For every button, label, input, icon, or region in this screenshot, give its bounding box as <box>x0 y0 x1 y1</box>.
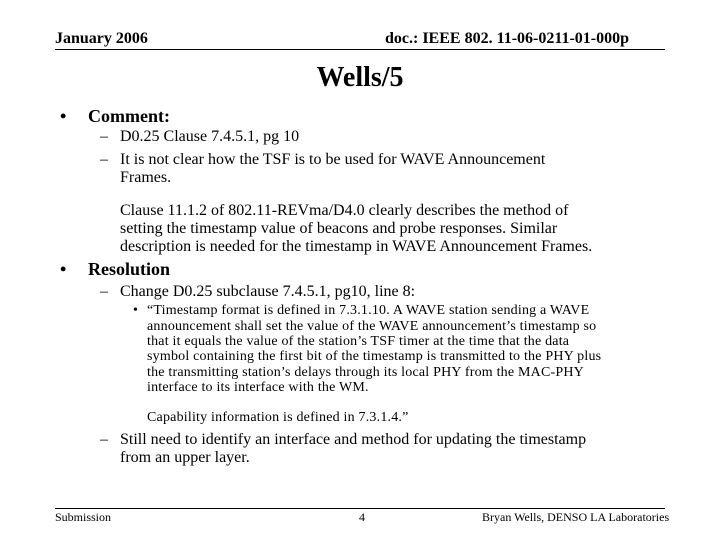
footer-submission: Submission <box>55 510 112 524</box>
resolution-item1-dash: – <box>100 283 108 300</box>
quote-bullet: • <box>133 303 139 318</box>
footer-rule <box>55 508 665 509</box>
comment-bullet: • <box>60 106 67 126</box>
quote-line: symbol containing the first bit of the timestamp is transmitted to the PHY plus <box>147 349 602 364</box>
resolution-bullet: • <box>60 259 67 279</box>
comment-para-line1: Clause 11.1.2 of 802.11-REVma/D4.0 clearly describes the method of <box>120 202 569 219</box>
quote-line: that it equals the value of the station’s TSF timer at the time that the data <box>147 334 570 349</box>
header-doc-id: doc.: IEEE 802. 11-06-0211-01-000p <box>385 30 630 47</box>
header-date: January 2006 <box>55 30 148 47</box>
resolution-item1: Change D0.25 subclause 7.4.5.1, pg10, line 8: <box>120 283 416 300</box>
resolution-item2-line1: Still need to identify an interface and method for updating the timestamp <box>120 431 587 448</box>
comment-heading: Comment: <box>88 106 170 126</box>
comment-item2-line2: Frames. <box>120 169 172 186</box>
footer-author: Bryan Wells, DENSO LA Laboratories <box>482 510 670 524</box>
quote-line: announcement shall set the value of the WAVE announcement’s timestamp so <box>147 319 597 334</box>
quote-line: interface to its interface with the WM. <box>147 380 369 395</box>
resolution-item2-dash: – <box>100 431 108 448</box>
comment-item1: D0.25 Clause 7.4.5.1, pg 10 <box>120 128 300 145</box>
comment-item1-dash: – <box>100 128 108 145</box>
comment-para-line2: setting the timestamp value of beacons and probe responses. Similar <box>120 220 558 237</box>
quote-line: the transmitting station’s delays through its local PHY from the MAC-PHY <box>147 365 584 380</box>
header-rule <box>55 49 665 50</box>
resolution-heading: Resolution <box>88 259 171 279</box>
resolution-item2-line2: from an upper layer. <box>120 449 250 466</box>
comment-item2-dash: – <box>100 151 108 168</box>
quote-tail: Capability information is defined in 7.3.1.4.” <box>147 410 409 425</box>
slide-title: Wells/5 <box>316 62 404 93</box>
footer-page-number: 4 <box>359 510 365 524</box>
comment-para-line3: description is needed for the timestamp in WAVE Announcement Frames. <box>120 238 593 255</box>
comment-item2-line1: It is not clear how the TSF is to be used for WAVE Announcement <box>120 151 546 168</box>
quote-line: “Timestamp format is defined in 7.3.1.10. A WAVE station sending a WAVE <box>147 303 590 318</box>
